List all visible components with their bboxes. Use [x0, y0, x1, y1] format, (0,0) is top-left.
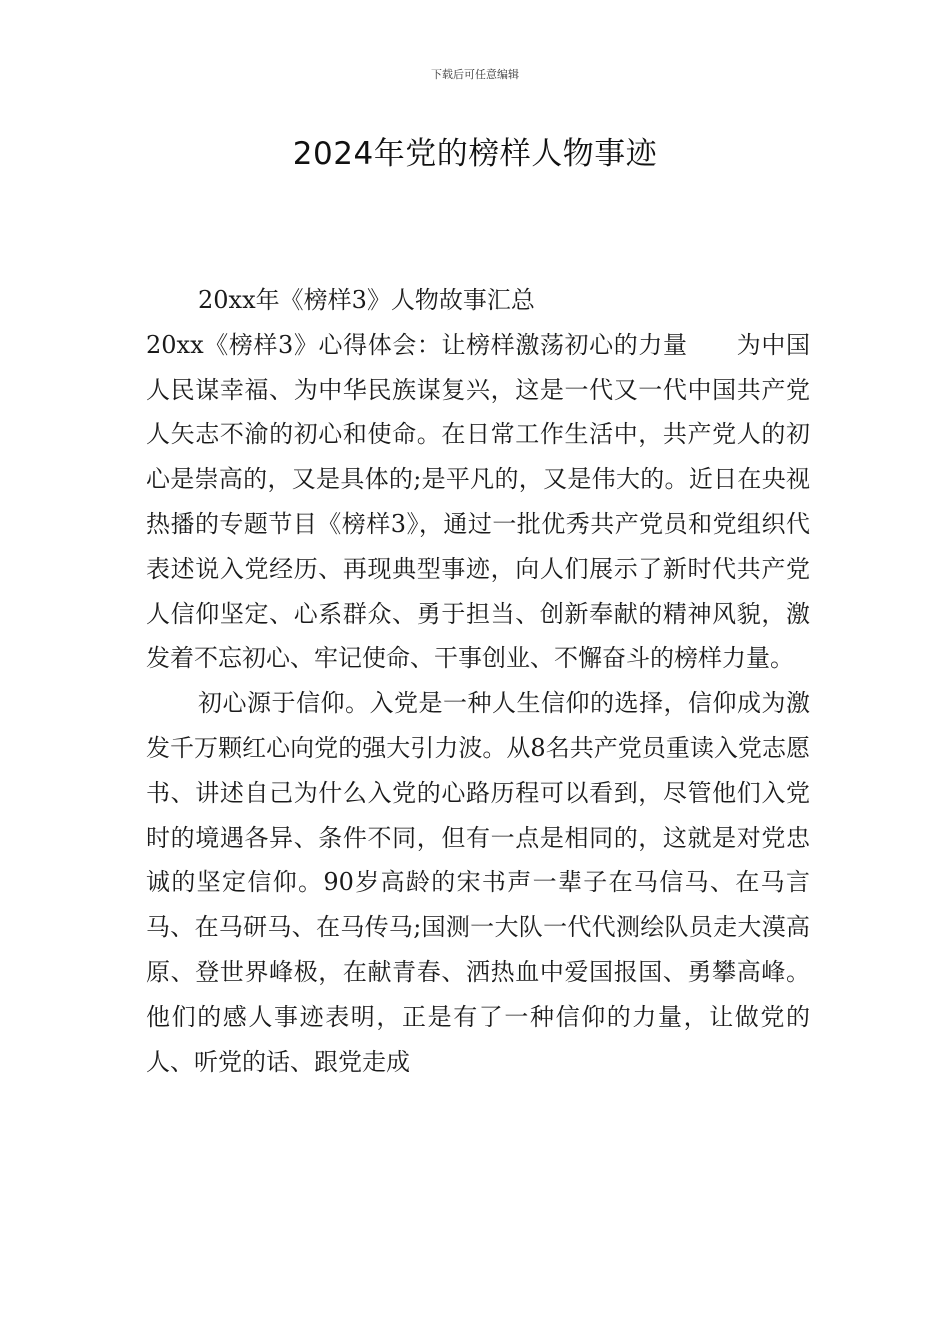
paragraph-faith: 初心源于信仰。入党是一种人生信仰的选择，信仰成为激发千万颗红心向党的强大引力波。从8名共产党员重读入党志愿书、讲述自己为什么入党的心路历程可以看到，尽管他们入党时的境遇各异、条件不同，但有一点是相同的，这就是对党忠诚的坚定信仰。90岁高龄的宋书声一辈子在马信马、在马言马、在马研马、在马传马;国测一大队一代代测绘队员走大漠高原、登世界峰极，在献青春、洒热血中爱国报国、勇攀高峰。他们的感人事迹表明，正是有了一种信仰的力量，让做党的人、听党的话、跟党走成 — [146, 689, 810, 1076]
paragraph-intro: 20xx《榜样3》心得体会：让榜样激荡初心的力量 为中国人民谋幸福、为中华民族谋复兴，这是一代又一代中国共产党人矢志不渝的初心和使命。在日常工作生活中，共产党人的初心是崇高的，又是具体的;是平凡的，又是伟大的。近日在央视热播的专题节目《榜样3》，通过一批优秀共产党员和党组织代表述说入党经历、再现典型事迹，向人们展示了新时代共产党人信仰坚定、心系群众、勇于担当、创新奉献的精神风貌，激发着不忘初心、牢记使命、干事创业、不懈奋斗的榜样力量。 — [146, 330, 810, 673]
header-note: 下载后可任意编辑 — [431, 68, 519, 81]
paragraph-subtitle: 20xx年《榜样3》人物故事汇总 — [198, 286, 535, 314]
document-body — [146, 278, 810, 1084]
document-title: 2024年党的榜样人物事迹 — [292, 136, 658, 172]
